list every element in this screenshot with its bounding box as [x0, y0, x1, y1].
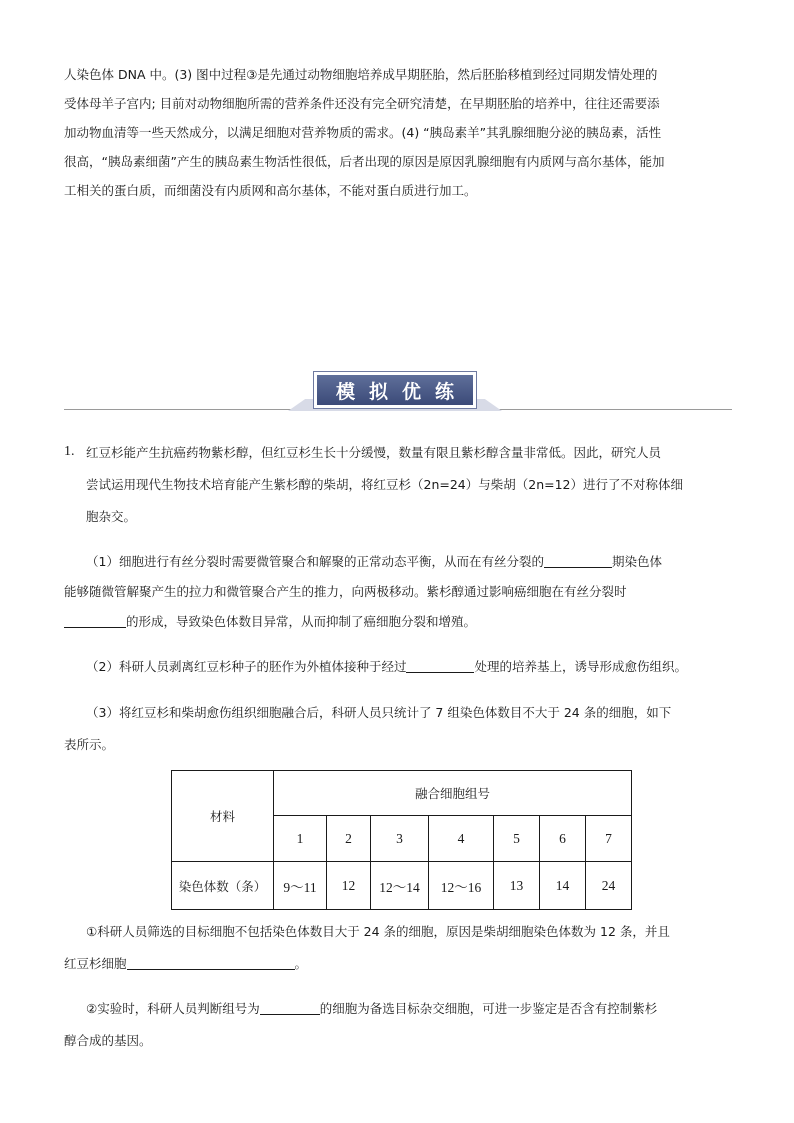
intro-line: 受体母羊子宫内; 目前对动物细胞所需的营养条件还没有完全研究清楚，在早期胚胎的培养中，往往还需要添 — [64, 96, 660, 111]
subquestion-3-1 — [64, 916, 732, 980]
stem-line: 尝试运用现代生物技术培育能产生紫杉醇的柴胡，将红豆杉（2n=24）与柴胡（2n=12）进行了不对称体细 — [86, 477, 684, 492]
text-span: （2）科研人员剥离红豆杉种子的胚作为外植体接种于经过 — [86, 659, 407, 674]
chromosome-count: 14 — [540, 862, 586, 910]
intro-line: 加动物血清等一些天然成分，以满足细胞对营养物质的需求。(4) “胰岛素羊”其乳腺细胞分泌的胰岛素，活性 — [64, 125, 662, 140]
subquestion-1-line2: 能够随微管解聚产生的拉力和微管聚合产生的推力，向两极移动。紫杉醇通过影响癌细胞在有丝分裂时 — [64, 584, 627, 599]
subquestion-3 — [64, 697, 732, 761]
chromosome-count: 12 — [327, 862, 371, 910]
question-stem — [86, 437, 732, 533]
subquestion-1 — [64, 547, 732, 637]
section-title: 模拟优练 — [335, 380, 468, 403]
subquestion-3-2-line1 — [64, 993, 732, 1025]
group-number: 5 — [494, 816, 540, 862]
answer-blank[interactable] — [406, 658, 474, 673]
text-span: 的细胞为备选目标杂交细胞，可进一步鉴定是否含有控制紫杉 — [319, 1001, 658, 1016]
text-span: 。 — [294, 956, 308, 971]
table-row — [172, 862, 632, 910]
group-number: 6 — [540, 816, 586, 862]
group-header: 融合细胞组号 — [274, 771, 632, 816]
intro-line: 工相关的蛋白质，而细菌没有内质网和高尔基体，不能对蛋白质进行加工。 — [64, 183, 477, 198]
text-span: 处理的培养基上，诱导形成愈伤组织。 — [474, 659, 687, 674]
text-span: 的形成，导致染色体数目异常，从而抑制了癌细胞分裂和增殖。 — [126, 614, 477, 629]
stem-line: 胞杂交。 — [86, 509, 137, 524]
answer-blank[interactable] — [260, 1000, 320, 1015]
group-number: 3 — [371, 816, 429, 862]
chromosome-count: 12～16 — [429, 862, 494, 910]
group-number: 4 — [429, 816, 494, 862]
group-number: 1 — [274, 816, 327, 862]
stem-line: 红豆杉能产生抗癌药物紫杉醇，但红豆杉生长十分缓慢，数量有限且紫杉醇含量非常低。因此，研究人员 — [86, 445, 662, 460]
chromosome-count: 9～11 — [274, 862, 327, 910]
subquestion-3-1-line2 — [64, 948, 732, 980]
subquestion-1-line1 — [64, 547, 732, 577]
subquestion-1-line3 — [64, 607, 732, 637]
group-number: 7 — [586, 816, 632, 862]
answer-blank[interactable] — [544, 553, 612, 568]
chromosome-count: 12～14 — [371, 862, 429, 910]
chromosome-table — [171, 770, 632, 910]
row-label: 染色体数（条） — [172, 862, 274, 910]
subquestion-3-line1: （3）将红豆杉和柴胡愈伤组织细胞融合后，科研人员只统计了 7 组染色体数目不大于 24 条的细胞，如下 — [86, 705, 672, 720]
subquestion-2 — [64, 652, 732, 681]
intro-line: 人染色体 DNA 中。(3) 图中过程③是先通过动物细胞培养成早期胚胎，然后胚胎移植到经过同期发情处理的 — [64, 67, 658, 82]
chromosome-count: 24 — [586, 862, 632, 910]
chromosome-count: 13 — [494, 862, 540, 910]
table-row — [172, 771, 632, 816]
answer-blank[interactable] — [64, 613, 126, 628]
text-span: 期染色体 — [611, 554, 662, 569]
intro-paragraph — [64, 60, 732, 205]
subquestion-2-line1 — [64, 652, 732, 681]
material-header: 材料 — [172, 771, 274, 862]
subquestion-3-2 — [64, 993, 732, 1057]
text-span: ②实验时，科研人员判断组号为 — [86, 1001, 260, 1016]
subquestion-3-line2: 表所示。 — [64, 737, 115, 752]
intro-line: 很高，“胰岛素细菌”产生的胰岛素生物活性很低，后者出现的原因是原因乳腺细胞有内质网与高尔基体，能加 — [64, 154, 665, 169]
group-number: 2 — [327, 816, 371, 862]
subquestion-3-1-line1: ①科研人员筛选的目标细胞不包括染色体数目大于 24 条的细胞，原因是柴胡细胞染色体数为 12 条，并且 — [86, 924, 670, 939]
subquestion-3-2-line2: 醇合成的基因。 — [64, 1033, 152, 1048]
question-number: 1. — [64, 444, 75, 459]
answer-blank[interactable] — [127, 955, 295, 970]
text-span: 红豆杉细胞 — [64, 956, 127, 971]
section-banner — [314, 372, 476, 408]
text-span: （1）细胞进行有丝分裂时需要微管聚合和解聚的正常动态平衡，从而在有丝分裂的 — [86, 554, 544, 569]
